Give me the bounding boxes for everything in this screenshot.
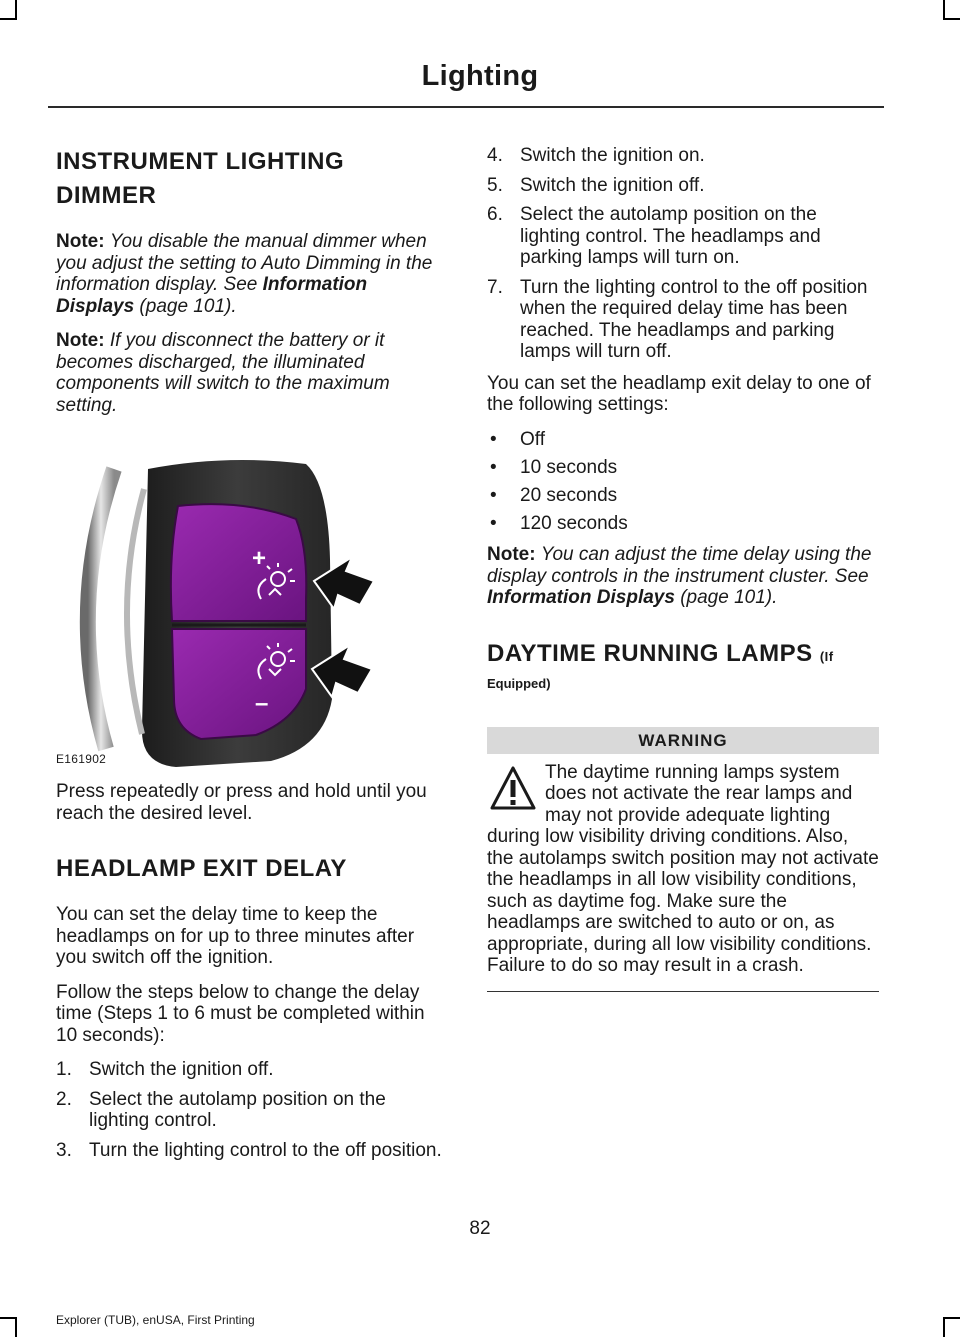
- warning-text: The daytime running lamps system does not activate the rear lamps and may not provide adequate lighting during low visibility driving conditions. Also, the autolamps switch position may not activate the headlamps in all low visibility conditions, such as daytime fog. Make sure the headlamps are switched to auto or on, as appropriate, during all low visibility conditions. Failure to do so may result in a crash.: [487, 761, 879, 976]
- section-title: Lighting: [421, 60, 539, 92]
- note-time-delay: Note: You can adjust the time delay using the display controls in the instrument cluster. See Information Displays (page 101).: [487, 544, 872, 608]
- wheel-rim: [88, 469, 114, 749]
- list-item: 3. Turn the lighting control to the off position.: [56, 1139, 442, 1161]
- settings-list: [487, 429, 879, 535]
- warning-body: [487, 762, 879, 977]
- list-item: 2. Select the autolamp position on the lighting control.: [56, 1088, 386, 1131]
- warning-triangle-icon: [489, 762, 537, 818]
- list-item: 1. Switch the ignition off.: [56, 1059, 274, 1080]
- figure-code: E161902: [56, 752, 107, 766]
- list-item: • Off: [490, 428, 545, 450]
- exit-delay-steps-intro: Follow the steps below to change the delay time (Steps 1 to 6 must be completed within 10 seconds):: [56, 981, 425, 1046]
- crop-mark: [943, 1317, 945, 1337]
- daytime-running-lamps-heading: DAYTIME RUNNING LAMPS (If: [487, 639, 834, 667]
- dimmer-switch-illustration: [56, 429, 448, 769]
- crop-mark: [0, 1317, 17, 1319]
- right-column: [487, 145, 879, 992]
- crop-mark: [943, 18, 960, 20]
- note-dimmer: Note: You disable the manual dimmer when you adjust the setting to Auto Dimming in the information display. See Information Displays (page 101).: [56, 231, 433, 317]
- header-rule: [48, 106, 884, 108]
- exit-delay-intro: You can set the delay time to keep the headlamps on for up to three minutes after you switch off the ignition.: [56, 904, 415, 968]
- xref-information-displays[interactable]: Information Displays: [487, 587, 675, 608]
- crop-mark: [943, 0, 945, 20]
- footer-text: Explorer (TUB), enUSA, First Printing: [56, 1313, 255, 1327]
- plus-label: +: [252, 545, 267, 572]
- list-item: 5. Switch the ignition off.: [487, 174, 705, 196]
- list-item: • 10 seconds: [490, 456, 618, 478]
- crop-mark: [15, 0, 17, 20]
- crop-mark: [943, 1317, 960, 1319]
- note-battery: Note: If you disconnect the battery or it becomes discharged, the illuminated components will switch to the maximum setting.: [56, 330, 390, 416]
- settings-intro: You can set the headlamp exit delay to one of the following settings:: [487, 372, 871, 415]
- list-item: 4. Switch the ignition on.: [487, 145, 705, 166]
- warning-rule: [487, 991, 879, 993]
- crop-mark: [0, 18, 17, 20]
- list-item: 7. Turn the lighting control to the off position when the required delay time has been reached. The headlamps and parking lamps will turn off.: [487, 276, 868, 362]
- press-instruction: Press repeatedly or press and hold until you reach the desired level.: [56, 781, 427, 824]
- minus-label: –: [255, 690, 269, 717]
- page-number: 82: [469, 1218, 491, 1239]
- steps-list-right: [487, 145, 879, 363]
- left-column: [56, 145, 448, 1171]
- dimmer-up-button: [171, 504, 306, 621]
- dimmer-heading: INSTRUMENT LIGHTING DIMMER: [56, 148, 345, 209]
- list-item: • 120 seconds: [490, 512, 628, 534]
- if-equipped-label: Equipped): [487, 675, 551, 691]
- dimmer-switch-figure: [56, 429, 448, 769]
- xref-information-displays[interactable]: Information Displays: [56, 274, 368, 317]
- headlamp-exit-delay-heading: HEADLAMP EXIT DELAY: [56, 855, 347, 882]
- list-item: 6. Select the autolamp position on the lighting control. The headlamps and parking lamps will turn on.: [487, 204, 821, 268]
- crop-mark: [15, 1317, 17, 1337]
- steps-list-left: [56, 1059, 448, 1161]
- warning-header: WARNING: [487, 727, 879, 754]
- list-item: • 20 seconds: [490, 484, 618, 506]
- wheel-rim-inner: [127, 489, 144, 734]
